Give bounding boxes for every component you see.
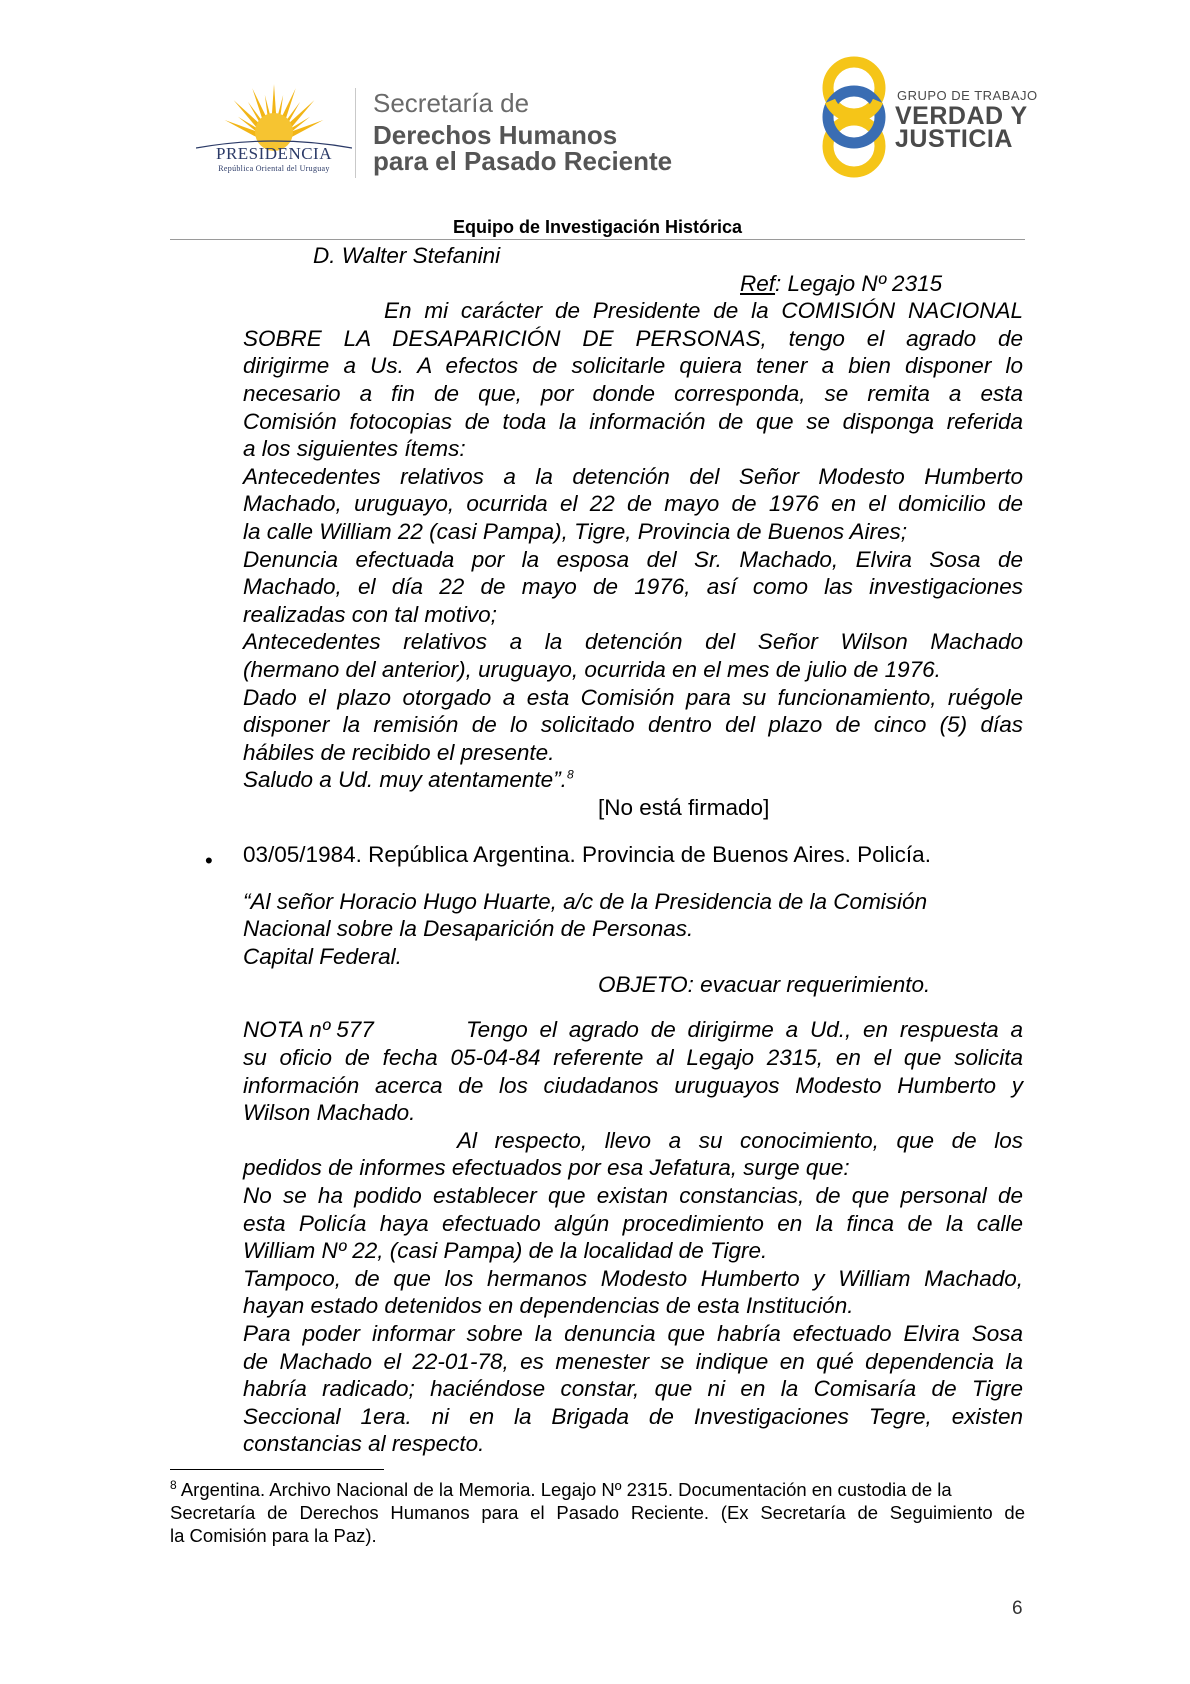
text-line: información acerca de los ciudadanos uruguayos Modesto Humberto y [243, 1073, 1023, 1098]
page-number: 6 [1012, 1598, 1023, 1619]
justicia-label: JUSTICIA [895, 125, 1013, 153]
ref-label: Ref [740, 271, 776, 296]
secretaria-line-3: para el Pasado Reciente [373, 146, 673, 176]
not-signed-note: [No está firmado] [598, 795, 770, 820]
text-line: Wilson Machado. [243, 1100, 416, 1125]
logo-divider [355, 88, 356, 178]
text-line: William Nº 22, (casi Pampa) de la localidad de Tigre. [243, 1238, 768, 1263]
text-line: Comisión fotocopias de toda la información de que se disponga referida [243, 409, 1023, 434]
bullet-marker: • [205, 848, 213, 873]
verdad-justicia-rings-icon [818, 54, 890, 182]
objeto-line: OBJETO: evacuar requerimiento. [598, 972, 931, 997]
text-line: la calle William 22 (casi Pampa), Tigre, Provincia de Buenos Aires; [243, 519, 908, 544]
text-line: disponer la remisión de lo solicitado dentro del plazo de cinco (5) días [243, 712, 1023, 737]
footnote-text: Argentina. Archivo Nacional de la Memoria. Legajo Nº 2315. Documentación en custodia de la [180, 1479, 952, 1500]
text-line: Nacional sobre la Desaparición de Personas. [243, 916, 694, 941]
text-line: hayan estado detenidos en dependencias de esta Institución. [243, 1293, 854, 1318]
text-line: No se ha podido establecer que existan constancias, de que personal de [243, 1183, 1023, 1208]
text-line: habría radicado; haciéndose constar, que ni en la Comisaría de Tigre [243, 1376, 1023, 1401]
footnote-line-3: la Comisión para la Paz). [170, 1525, 377, 1547]
text-line: hábiles de recibido el presente. [243, 740, 555, 765]
footnote-rule [170, 1469, 384, 1470]
text-line: Antecedentes relativos a la detención del Señor Wilson Machado [243, 629, 1023, 654]
text-line: realizadas con tal motivo; [243, 602, 497, 627]
text-line: Machado, el día 22 de mayo de 1976, así como las investigaciones [243, 574, 1023, 599]
footnote-number: 8 [170, 1477, 177, 1492]
text-line: Dado el plazo otorgado a esta Comisión para su funcionamiento, ruégole [243, 685, 1023, 710]
entry-heading: 03/05/1984. República Argentina. Provincia de Buenos Aires. Policía. [243, 842, 931, 867]
text-line: Tampoco, de que los hermanos Modesto Humberto y William Machado, [243, 1266, 1023, 1291]
footnote-line-1 [170, 1478, 1025, 1501]
text-line: “Al señor Horacio Hugo Huarte, a/c de la Presidencia de la Comisión [243, 889, 928, 914]
text-line: constancias al respecto. [243, 1431, 485, 1456]
ref-value: : Legajo Nº 2315 [775, 271, 943, 296]
addressee: D. Walter Stefanini [313, 243, 501, 268]
footnote-line-2: Secretaría de Derechos Humanos para el Pasado Reciente. (Ex Secretaría de Seguimiento de [170, 1502, 1025, 1524]
text-line: Para poder informar sobre la denuncia que habría efectuado Elvira Sosa [243, 1321, 1023, 1346]
text-line: Capital Federal. [243, 944, 402, 969]
text-line: Antecedentes relativos a la detención del Señor Modesto Humberto [243, 464, 1023, 489]
nota-label: NOTA nº 577 [243, 1017, 374, 1042]
text-line: necesario a fin de que, por donde corresponda, se remita a esta [243, 381, 1023, 406]
text-line: Seccional 1era. ni en la Brigada de Investigaciones Tegre, existen [243, 1404, 1023, 1429]
text-line: Machado, uruguayo, ocurrida el 22 de mayo de 1976 en el domicilio de [243, 491, 1023, 516]
text-line: a los siguientes ítems: [243, 436, 466, 461]
text-line: dirigirme a Us. A efectos de solicitarle quiera tener a bien disponer lo [243, 353, 1023, 378]
text-line: Al respecto, llevo a su conocimiento, que de los [457, 1128, 1023, 1153]
ref-line [740, 270, 942, 298]
team-title: Equipo de Investigación Histórica [452, 217, 743, 237]
text-line: Tengo el agrado de dirigirme a Ud., en respuesta a [466, 1017, 1023, 1042]
header-rule [170, 239, 1025, 240]
footnote-ref: 8 [566, 767, 574, 782]
text-line: pedidos de informes efectuados por esa Jefatura, surge que: [243, 1155, 850, 1180]
closing-line [243, 766, 1023, 794]
footnote [170, 1478, 1025, 1548]
text-line: Denuncia efectuada por la esposa del Sr. Machado, Elvira Sosa de [243, 547, 1023, 572]
text-line: (hermano del anterior), uruguayo, ocurrida en el mes de julio de 1976. [243, 657, 941, 682]
text-line: En mi carácter de Presidente de la COMISIÓN NACIONAL [384, 298, 1023, 323]
grupo-trabajo-label: GRUPO DE TRABAJO [897, 88, 1038, 103]
secretaria-line-1: Secretaría de [373, 88, 530, 118]
text-line: su oficio de fecha 05-04-84 referente al Legajo 2315, en el que solicita [243, 1045, 1023, 1070]
presidencia-name: PRESIDENCIA [215, 144, 332, 163]
secretaria-line-2: Derechos Humanos [373, 120, 618, 150]
text-line: SOBRE LA DESAPARICIÓN DE PERSONAS, tengo el agrado de [243, 326, 1023, 351]
text-line: de Machado el 22-01-78, es menester se indique en qué dependencia la [243, 1349, 1023, 1374]
verdad-label: VERDAD Y [895, 102, 1028, 130]
closing-text: Saludo a Ud. muy atentamente”. [243, 767, 567, 792]
presidencia-subtitle: República Oriental del Uruguay [218, 164, 330, 173]
text-line: esta Policía haya efectuado algún procedimiento en la finca de la calle [243, 1211, 1023, 1236]
